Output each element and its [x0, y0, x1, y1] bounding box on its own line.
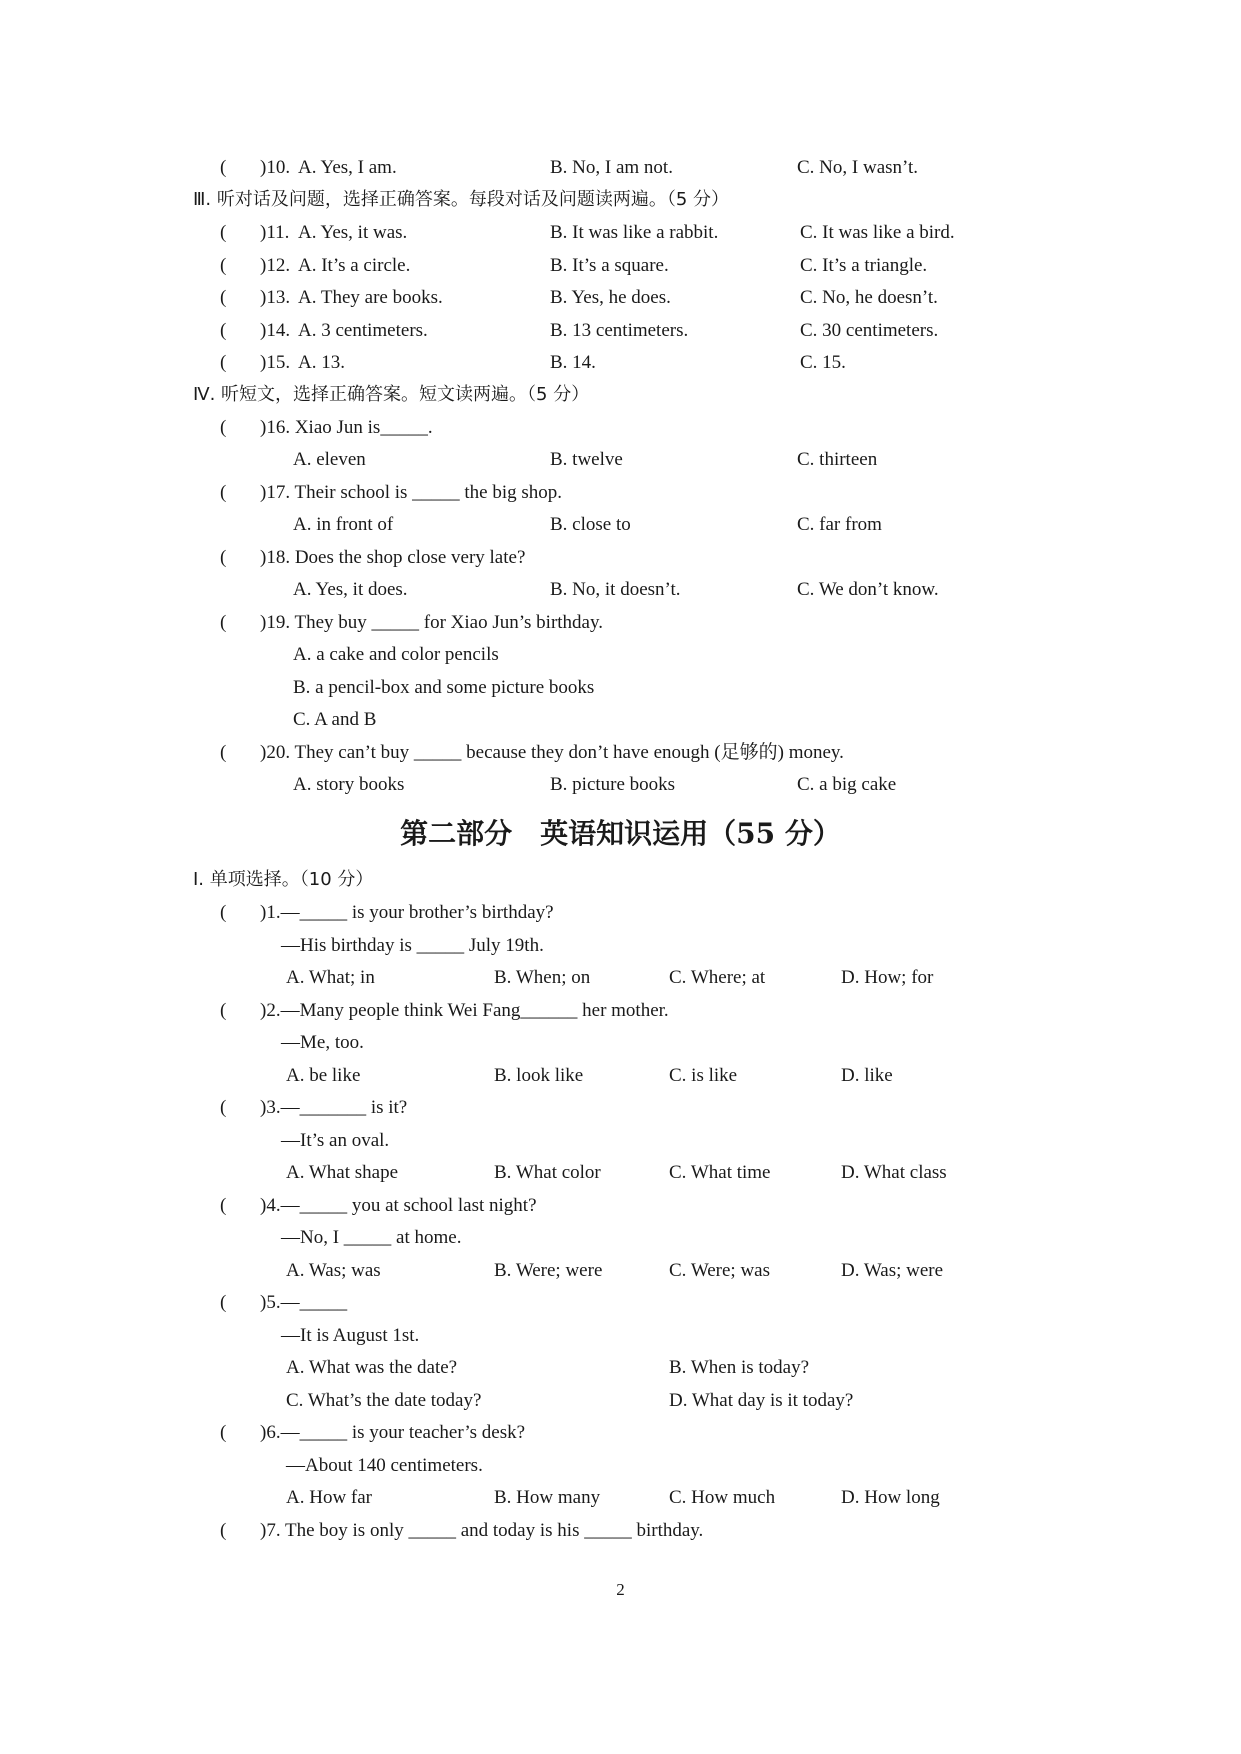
option-b: B. How many: [494, 1487, 601, 1508]
question-number: )15.: [260, 352, 291, 373]
option-b: B. 14.: [550, 352, 596, 373]
option-b: B. It was like a rabbit.: [550, 222, 719, 243]
option-c: C. Where; at: [669, 967, 766, 988]
option-a: A. Was; was: [286, 1260, 381, 1281]
answer-bracket: (: [220, 612, 227, 633]
part-2-title: 第二部分 英语知识运用（55 分）: [400, 817, 841, 850]
question-stem: )7. The boy is only _____ and today is his _____ birthday.: [260, 1520, 704, 1541]
option-b: B. No, I am not.: [550, 157, 673, 178]
option-a: A. eleven: [293, 449, 366, 470]
option-c: C. What’s the date today?: [286, 1390, 482, 1411]
option-b: B. picture books: [550, 774, 676, 795]
section-1-heading: Ⅰ. 单项选择。（10 分）: [193, 869, 374, 890]
option-c: C. 15.: [800, 352, 846, 373]
dialogue-reply: —His birthday is _____ July 19th.: [281, 935, 544, 956]
question-stem: )4.—_____ you at school last night?: [260, 1195, 537, 1216]
option-a: A. What; in: [286, 967, 375, 988]
option-a: A. How far: [286, 1487, 373, 1508]
option-c: C. How much: [669, 1487, 776, 1508]
option-a: A. be like: [286, 1065, 361, 1086]
dialogue-reply: —No, I _____ at home.: [281, 1227, 462, 1248]
option-c: C. Were; was: [669, 1260, 771, 1281]
option-c: C. What time: [669, 1162, 771, 1183]
answer-bracket: (: [220, 1520, 227, 1541]
question-stem: )20. They can’t buy _____ because they don’t have enough (足够的) money.: [260, 742, 844, 763]
answer-bracket: (: [220, 417, 227, 438]
option-d: D. like: [841, 1065, 893, 1086]
answer-bracket: (: [220, 287, 227, 308]
question-stem: )16. Xiao Jun is_____.: [260, 417, 433, 438]
dialogue-reply: —It’s an oval.: [281, 1130, 390, 1151]
answer-bracket: (: [220, 222, 227, 243]
question-stem: )5.—_____: [260, 1292, 348, 1313]
option-a: A. Yes, it was.: [298, 222, 408, 243]
option-a: A. What was the date?: [286, 1357, 458, 1378]
section-4-heading: Ⅳ. 听短文，选择正确答案。短文读两遍。（5 分）: [193, 384, 590, 405]
question-stem: )2.—Many people think Wei Fang______ her mother.: [260, 1000, 669, 1021]
question-stem: )3.—_______ is it?: [260, 1097, 408, 1118]
option-a: A. What shape: [286, 1162, 399, 1183]
option-c: C. 30 centimeters.: [800, 320, 939, 341]
option-c: C. thirteen: [797, 449, 878, 470]
answer-bracket: (: [220, 742, 227, 763]
option-c: C. It was like a bird.: [800, 222, 955, 243]
option-a: A. 13.: [298, 352, 345, 373]
question-stem: )19. They buy _____ for Xiao Jun’s birthday.: [260, 612, 604, 633]
answer-bracket: (: [220, 1195, 227, 1216]
answer-bracket: (: [220, 255, 227, 276]
question-stem: )6.—_____ is your teacher’s desk?: [260, 1422, 526, 1443]
question-number: )12.: [260, 255, 291, 276]
option-b: B. 13 centimeters.: [550, 320, 689, 341]
answer-bracket: (: [220, 1097, 227, 1118]
option-a: A. Yes, I am.: [298, 157, 397, 178]
option-c: C. A and B: [293, 709, 377, 730]
answer-bracket: (: [220, 157, 227, 178]
option-c: C. a big cake: [797, 774, 897, 795]
section-3-heading: Ⅲ. 听对话及问题，选择正确答案。每段对话及问题读两遍。（5 分）: [193, 189, 730, 210]
option-b: B. twelve: [550, 449, 623, 470]
question-stem: )17. Their school is _____ the big shop.: [260, 482, 563, 503]
option-a: A. 3 centimeters.: [298, 320, 428, 341]
option-b: B. a pencil-box and some picture books: [293, 677, 595, 698]
option-c: C. We don’t know.: [797, 579, 939, 600]
answer-bracket: (: [220, 352, 227, 373]
dialogue-reply: —About 140 centimeters.: [286, 1455, 483, 1476]
answer-bracket: (: [220, 1422, 227, 1443]
option-a: A. a cake and color pencils: [293, 644, 499, 665]
option-c: C. It’s a triangle.: [800, 255, 928, 276]
answer-bracket: (: [220, 1292, 227, 1313]
answer-bracket: (: [220, 482, 227, 503]
option-c: C. far from: [797, 514, 882, 535]
option-b: B. When is today?: [669, 1357, 810, 1378]
option-a: A. in front of: [293, 514, 394, 535]
option-d: D. What class: [841, 1162, 947, 1183]
option-d: D. How; for: [841, 967, 934, 988]
answer-bracket: (: [220, 902, 227, 923]
option-b: B. Were; were: [494, 1260, 603, 1281]
page-number: 2: [616, 1580, 625, 1599]
option-d: D. Was; were: [841, 1260, 944, 1281]
option-d: D. How long: [841, 1487, 940, 1508]
option-d: D. What day is it today?: [669, 1390, 854, 1411]
option-b: B. close to: [550, 514, 631, 535]
answer-bracket: (: [220, 320, 227, 341]
option-a: A. It’s a circle.: [298, 255, 411, 276]
option-c: C. No, he doesn’t.: [800, 287, 938, 308]
question-number: )14.: [260, 320, 291, 341]
dialogue-reply: —It is August 1st.: [281, 1325, 420, 1346]
option-a: A. story books: [293, 774, 405, 795]
option-a: A. Yes, it does.: [293, 579, 408, 600]
option-c: C. No, I wasn’t.: [797, 157, 919, 178]
question-stem: )18. Does the shop close very late?: [260, 547, 526, 568]
question-number: )10.: [260, 157, 291, 178]
option-b: B. Yes, he does.: [550, 287, 671, 308]
question-number: )13.: [260, 287, 291, 308]
question-number: )11.: [260, 222, 290, 243]
option-a: A. They are books.: [298, 287, 443, 308]
option-b: B. When; on: [494, 967, 591, 988]
option-b: B. No, it doesn’t.: [550, 579, 681, 600]
answer-bracket: (: [220, 1000, 227, 1021]
question-stem: )1.—_____ is your brother’s birthday?: [260, 902, 554, 923]
answer-bracket: (: [220, 547, 227, 568]
option-b: B. What color: [494, 1162, 601, 1183]
option-c: C. is like: [669, 1065, 738, 1086]
option-b: B. look like: [494, 1065, 584, 1086]
dialogue-reply: —Me, too.: [281, 1032, 364, 1053]
option-b: B. It’s a square.: [550, 255, 669, 276]
